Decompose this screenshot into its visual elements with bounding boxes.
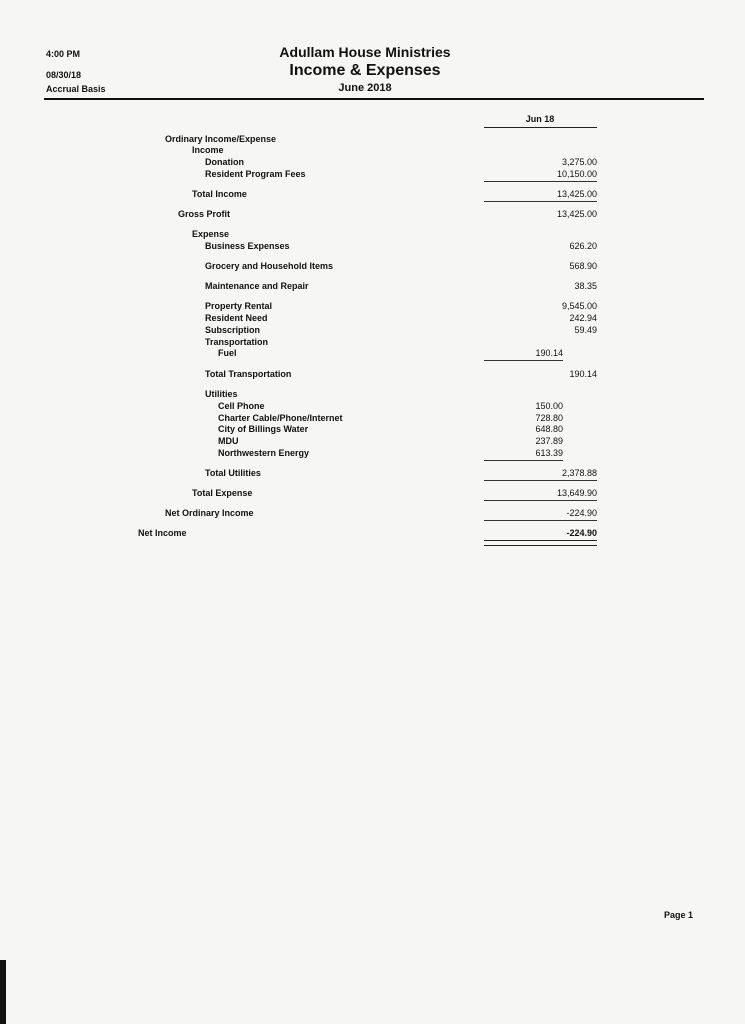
row-value-gross-profit: 13,425.00 <box>556 209 597 219</box>
row-value-cell-phone: 150.00 <box>535 401 563 411</box>
subtotal-rule <box>484 520 597 521</box>
row-label-business-expenses: Business Expenses <box>205 241 290 251</box>
row-label-resident-program-fees: Resident Program Fees <box>205 169 306 179</box>
column-header: Jun 18 <box>525 114 555 124</box>
subtotal-rule <box>484 500 597 501</box>
row-value-net-ordinary-income: -224.90 <box>566 508 597 518</box>
row-label-total-expense: Total Expense <box>192 488 253 498</box>
subtotal-rule <box>484 480 597 481</box>
row-label-subscription: Subscription <box>205 325 261 335</box>
report-period: June 2018 <box>338 82 392 94</box>
row-label-net-income: Net Income <box>138 528 187 538</box>
row-label-total-income: Total Income <box>192 189 247 199</box>
row-value-resident-need: 242.94 <box>569 313 597 323</box>
row-value-northwestern-energy: 613.39 <box>535 448 563 458</box>
row-value-property-rental: 9,545.00 <box>561 301 597 311</box>
report-title: Income & Expenses <box>289 62 441 79</box>
report-basis: Accrual Basis <box>46 84 106 94</box>
row-label-billings-water: City of Billings Water <box>218 424 309 434</box>
subtotal-rule <box>484 201 597 202</box>
row-value-total-income: 13,425.00 <box>556 189 597 199</box>
page-number: Page 1 <box>664 910 694 920</box>
row-label-total-utilities: Total Utilities <box>205 468 261 478</box>
grand-total-double-rule <box>484 540 597 546</box>
header-divider <box>44 98 704 100</box>
row-value-total-transportation: 190.14 <box>569 369 597 379</box>
section-transportation: Transportation <box>205 337 269 347</box>
row-value-mdu: 237.89 <box>535 436 563 446</box>
row-label-gross-profit: Gross Profit <box>178 209 231 219</box>
subtotal-rule <box>484 181 597 182</box>
row-label-property-rental: Property Rental <box>205 301 273 311</box>
row-label-net-ordinary-income: Net Ordinary Income <box>165 508 254 518</box>
row-label-grocery-household: Grocery and Household Items <box>205 261 334 271</box>
section-income: Income <box>192 145 224 155</box>
row-label-total-transportation: Total Transportation <box>205 369 292 379</box>
row-label-charter-cable: Charter Cable/Phone/Internet <box>218 413 343 423</box>
row-value-subscription: 59.49 <box>574 325 597 335</box>
row-value-maintenance-repair: 38.35 <box>574 281 597 291</box>
section-expense: Expense <box>192 229 230 239</box>
row-label-northwestern-energy: Northwestern Energy <box>218 448 310 458</box>
row-value-business-expenses: 626.20 <box>569 241 597 251</box>
report-time: 4:00 PM <box>46 49 81 59</box>
row-label-donation: Donation <box>205 157 244 167</box>
row-value-fuel: 190.14 <box>535 348 563 358</box>
row-label-mdu: MDU <box>218 436 239 446</box>
row-value-total-expense: 13,649.90 <box>556 488 597 498</box>
company-name: Adullam House Ministries <box>279 44 451 60</box>
column-header-rule <box>484 127 597 128</box>
row-value-net-income: -224.90 <box>566 528 597 538</box>
row-value-donation: 3,275.00 <box>561 157 597 167</box>
row-label-maintenance-repair: Maintenance and Repair <box>205 281 309 291</box>
subtotal-rule <box>484 460 563 461</box>
row-label-cell-phone: Cell Phone <box>218 401 265 411</box>
row-value-resident-program-fees: 10,150.00 <box>556 169 597 179</box>
row-label-fuel: Fuel <box>218 348 237 358</box>
scan-edge <box>0 960 6 1024</box>
row-value-charter-cable: 728.80 <box>535 413 563 423</box>
subtotal-rule <box>484 360 563 361</box>
report-date: 08/30/18 <box>46 70 82 80</box>
section-utilities: Utilities <box>205 389 238 399</box>
section-ordinary-income-expense: Ordinary Income/Expense <box>165 134 277 144</box>
row-label-resident-need: Resident Need <box>205 313 268 323</box>
row-value-total-utilities: 2,378.88 <box>561 468 597 478</box>
row-value-billings-water: 648.80 <box>535 424 563 434</box>
row-value-grocery-household: 568.90 <box>569 261 597 271</box>
